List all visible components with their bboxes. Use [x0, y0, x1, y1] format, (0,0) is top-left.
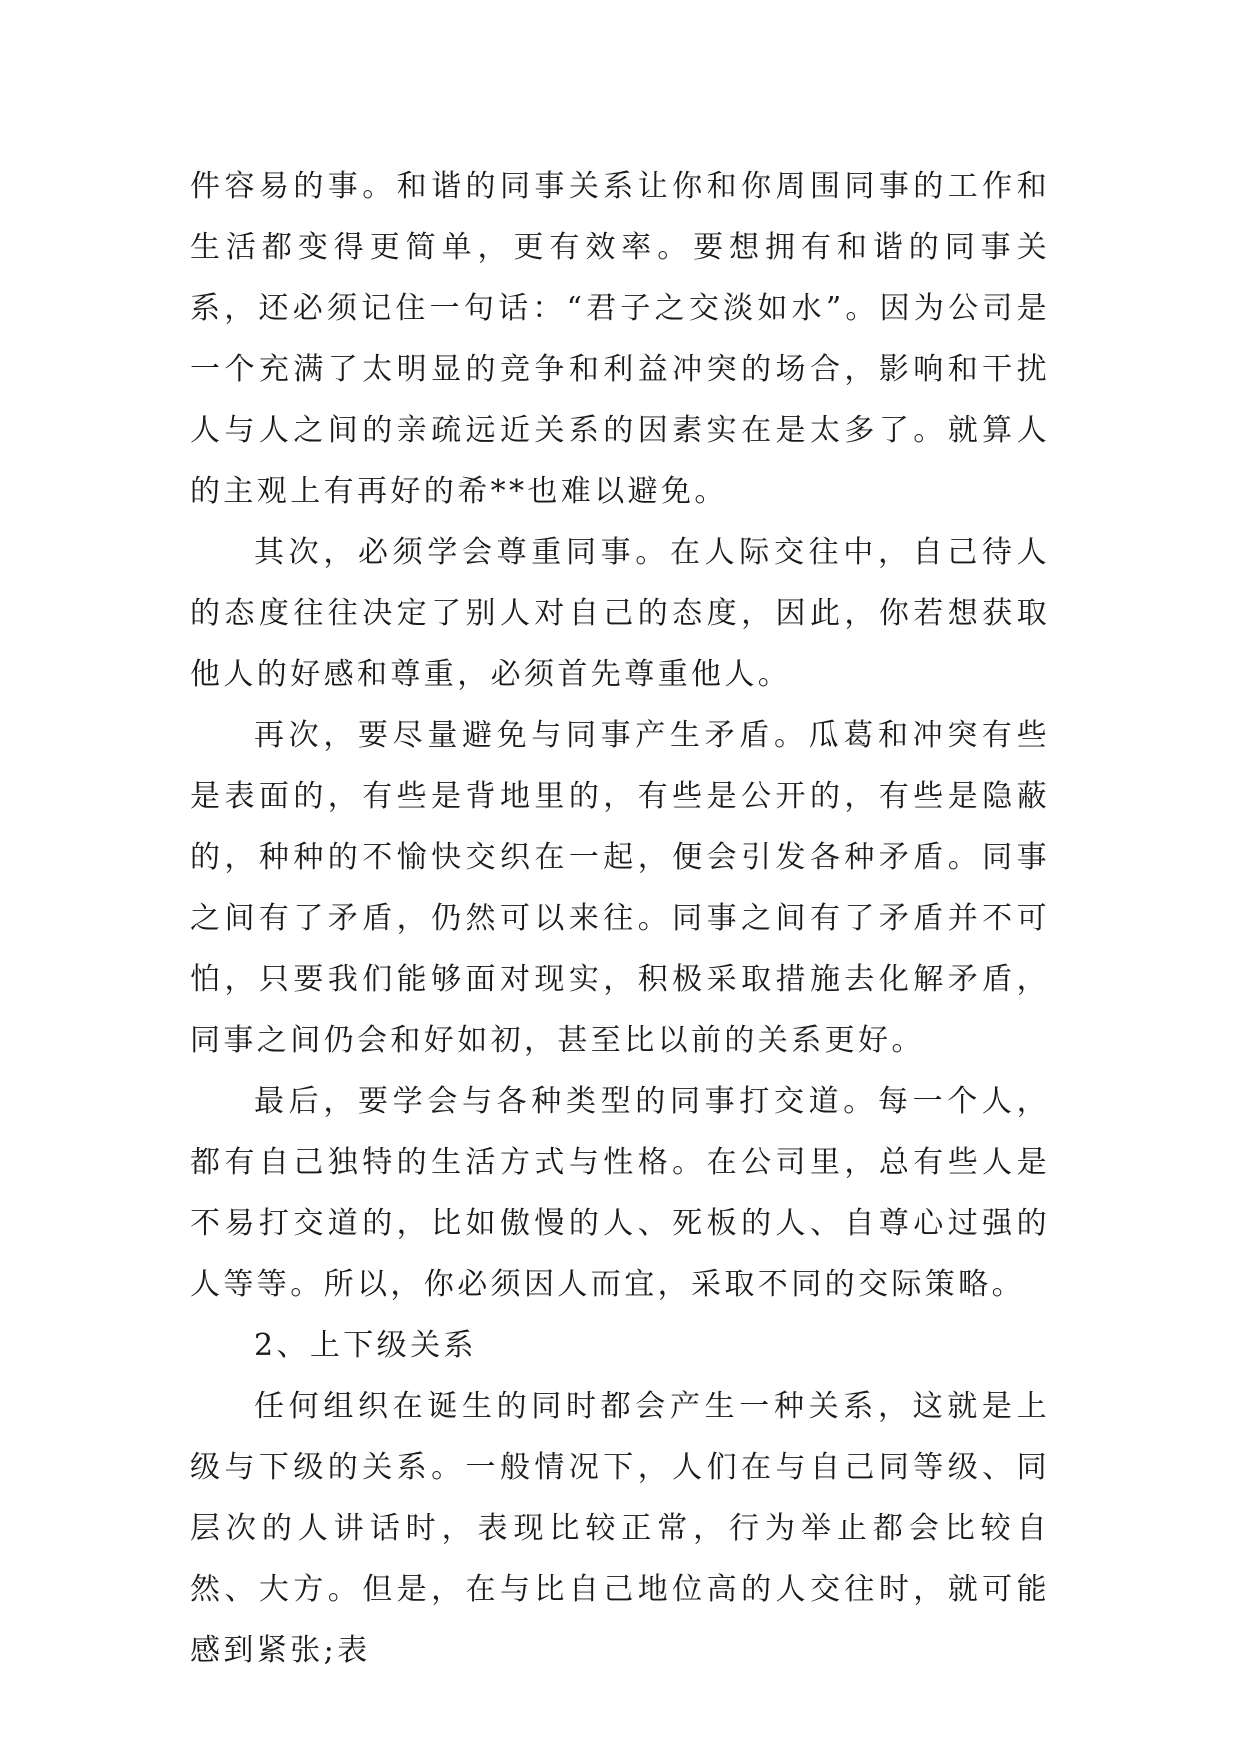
- paragraph-superior-subordinate: 任何组织在诞生的同时都会产生一种关系，这就是上级与下级的关系。一般情况下，人们在与自己同等级、同层次的人讲话时，表现比较正常，行为举止都会比较自然、大方。但是，在与比自己地位高的人交往时，就可能感到紧张;表: [190, 1389, 1050, 1668]
- paragraph-respect-colleagues: 其次，必须学会尊重同事。在人际交往中，自己待人的态度往往决定了别人对自己的态度，因此，你若想获取他人的好感和尊重，必须首先尊重他人。: [190, 535, 1050, 692]
- section-heading-superior-subordinate: 2、上下级关系: [254, 1328, 477, 1363]
- document-body: [190, 156, 1050, 1681]
- paragraph-different-types: 最后，要学会与各种类型的同事打交道。每一个人，都有自己独特的生活方式与性格。在公司里，总有些人是不易打交道的，比如傲慢的人、死板的人、自尊心过强的人等等。所以，你必须因人而宜，采取不同的交际策略。: [190, 1084, 1050, 1302]
- paragraph-avoid-conflicts: 再次，要尽量避免与同事产生矛盾。瓜葛和冲突有些是表面的，有些是背地里的，有些是公开的，有些是隐蔽的，种种的不愉快交织在一起，便会引发各种矛盾。同事之间有了矛盾，仍然可以来往。同事之间有了矛盾并不可怕，只要我们能够面对现实，积极采取措施去化解矛盾，同事之间仍会和好如初，甚至比以前的关系更好。: [190, 718, 1050, 1058]
- paragraph-continuation: 件容易的事。和谐的同事关系让你和你周围同事的工作和生活都变得更简单，更有效率。要想拥有和谐的同事关系，还必须记住一句话：“君子之交淡如水”。因为公司是一个充满了太明显的竞争和利益冲突的场合，影响和干扰人与人之间的亲疏远近关系的因素实在是太多了。就算人的主观上有再好的希**也难以避免。: [190, 169, 1050, 509]
